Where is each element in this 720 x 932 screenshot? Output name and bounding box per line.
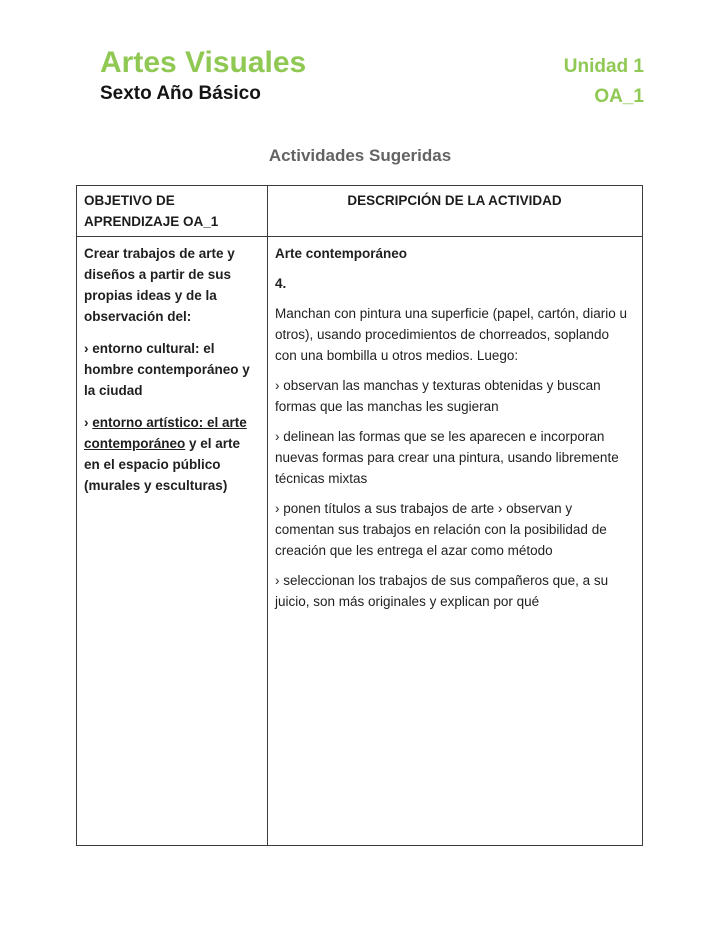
description-column-header: DESCRIPCIÓN DE LA ACTIVIDAD bbox=[268, 186, 643, 237]
header-left bbox=[100, 46, 306, 108]
document-header bbox=[100, 46, 644, 112]
activity-bullet-4: › seleccionan los trabajos de sus compañeros que, a su juicio, son más originales y explican por qué bbox=[275, 573, 609, 609]
section-title: Actividades Sugeridas bbox=[268, 146, 452, 165]
oa-label: OA_1 bbox=[594, 86, 644, 107]
table-body-row bbox=[77, 237, 643, 846]
objective-bullet-2-prefix: › bbox=[84, 415, 93, 430]
activities-table bbox=[76, 185, 643, 846]
table-header-row bbox=[77, 186, 643, 237]
activity-heading: Arte contemporáneo bbox=[275, 246, 408, 261]
unit-label: Unidad 1 bbox=[563, 56, 644, 77]
doc-subtitle: Sexto Año Básico bbox=[100, 83, 261, 104]
header-right bbox=[564, 46, 644, 112]
activity-intro: Manchan con pintura una superficie (papel, cartón, diario u otros), usando procedimientos de chorreados, soplando con una bombilla u otros medios. Luego: bbox=[275, 306, 627, 363]
activity-number: 4. bbox=[275, 276, 287, 291]
doc-title: Artes Visuales bbox=[100, 46, 307, 79]
objective-bullet-2-underlined: entorno artístico: el arte contemporáneo bbox=[84, 415, 247, 451]
activity-bullet-1: › observan las manchas y texturas obtenidas y buscan formas que las manchas les sugieran bbox=[275, 378, 601, 414]
objective-bullet-2 bbox=[84, 412, 259, 496]
activity-bullet-2: › delinean las formas que se les aparecen e incorporan nuevas formas para crear una pintura, usando libremente técnicas mixtas bbox=[275, 429, 619, 486]
objective-column-header: OBJETIVO DE APRENDIZAJE OA_1 bbox=[77, 186, 268, 237]
description-cell bbox=[268, 237, 643, 846]
activity-bullet-3: › ponen títulos a sus trabajos de arte › observan y comentan sus trabajos en relación con la posibilidad de creación que les entrega el azar como método bbox=[275, 501, 607, 558]
objective-cell bbox=[77, 237, 268, 846]
objective-bullet-2-rest: y el arte en el espacio público (murales y esculturas) bbox=[84, 436, 241, 493]
objective-bullet-1: › entorno cultural: el hombre contemporáneo y la ciudad bbox=[84, 341, 250, 398]
objective-intro: Crear trabajos de arte y diseños a partir de sus propias ideas y de la observación del: bbox=[84, 246, 235, 324]
